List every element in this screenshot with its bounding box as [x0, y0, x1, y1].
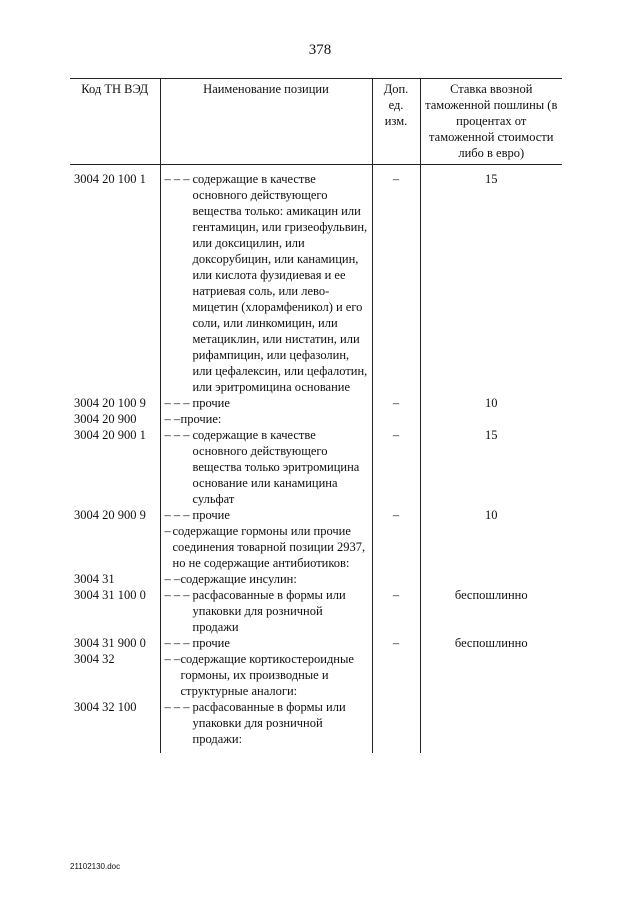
- row-code: [70, 523, 160, 571]
- row-code: 3004 32 100: [74, 700, 137, 714]
- row-rate: 10: [420, 395, 562, 411]
- indent-dashes: – – –: [164, 636, 190, 650]
- table-row: [70, 587, 562, 635]
- row-name: [160, 635, 372, 651]
- table-row: [70, 571, 562, 587]
- header-code: Код ТН ВЭД: [70, 79, 160, 165]
- row-rate: 15: [420, 427, 562, 507]
- header-name: Наименование позиции: [160, 79, 372, 165]
- row-unit: –: [372, 165, 420, 396]
- indent-dashes: – – –: [164, 428, 190, 442]
- row-name-text: прочие: [192, 636, 230, 650]
- row-code: 3004 31 100 0: [74, 588, 146, 602]
- indent-dashes: – –: [164, 412, 181, 426]
- row-code: 3004 31 900 0: [74, 636, 146, 650]
- row-name-text: прочие: [192, 508, 230, 522]
- table-row: [70, 165, 562, 396]
- table-row: [70, 635, 562, 651]
- row-rate: беспошлинно: [420, 587, 562, 635]
- row-unit: [372, 651, 420, 699]
- footer-filename: 21102130.doc: [70, 862, 121, 871]
- row-rate: [420, 651, 562, 699]
- row-name: [160, 395, 372, 411]
- indent-dashes: – – –: [164, 700, 190, 714]
- row-unit: [372, 571, 420, 587]
- page-number: 378: [308, 42, 332, 58]
- row-rate: [420, 411, 562, 427]
- table-row: [70, 427, 562, 507]
- header-unit: Доп. ед. изм.: [372, 79, 420, 165]
- row-code: 3004 20 900 9: [74, 508, 146, 522]
- table-row: [70, 411, 562, 427]
- row-name-text: расфасованные в формы или упаковки для розничной продажи:: [192, 700, 346, 746]
- row-code: 3004 20 100 1: [74, 172, 146, 186]
- row-name-text: прочие:: [180, 412, 222, 426]
- row-name-text: содержащие гормоны или прочие соединения товарной позиции 2937, но не содержащие антибиотиков:: [172, 524, 366, 570]
- header-rate: Ставка ввозной таможенной пошлины (в процентах от таможенной стоимости либо в евро): [420, 79, 562, 165]
- row-unit: –: [372, 427, 420, 507]
- table-body: [70, 165, 562, 754]
- table-row: [70, 507, 562, 523]
- row-name-text: содержащие в качестве основного действующего вещества только эритромицина основание или канамицина сульфат: [192, 428, 360, 506]
- row-name: [160, 571, 372, 587]
- row-rate: 10: [420, 507, 562, 523]
- table-row: [70, 395, 562, 411]
- row-name: [160, 587, 372, 635]
- row-rate: [420, 571, 562, 587]
- row-name-text: содержащие инсулин:: [180, 572, 297, 586]
- row-name-text: расфасованные в формы или упаковки для розничной продажи: [192, 588, 346, 634]
- row-code: 3004 20 100 9: [74, 396, 146, 410]
- row-name: [160, 165, 372, 396]
- indent-dashes: – – –: [164, 588, 190, 602]
- row-rate: 15: [420, 165, 562, 396]
- indent-dashes: –: [164, 524, 171, 538]
- row-name: [160, 651, 372, 699]
- row-name: [160, 699, 372, 753]
- row-name: [160, 427, 372, 507]
- row-code: 3004 31: [74, 572, 115, 586]
- row-unit: –: [372, 587, 420, 635]
- row-rate: [420, 699, 562, 753]
- row-code: 3004 32: [74, 652, 115, 666]
- row-name: [160, 411, 372, 427]
- row-unit: [372, 523, 420, 571]
- row-code: 3004 20 900: [74, 412, 137, 426]
- row-unit: –: [372, 635, 420, 651]
- indent-dashes: – – –: [164, 396, 190, 410]
- indent-dashes: – –: [164, 572, 181, 586]
- table-header-row: [70, 79, 562, 165]
- row-name-text: содержащие в качестве основного действующего вещества только: амикацин или гентамицин, или гризеофульвин, или доксицилин, или доксорубицин, или канамицин, или кислота фузидиевая и ее натриевая соль, или левомицетин (хлорамфеникол) и его соли, или линкомицин, или метациклин, или нистатин, или рифампицин, или цефазолин, или цефалексин, или цефалотин, или эритромицина основание: [192, 172, 368, 394]
- row-unit: –: [372, 395, 420, 411]
- table-row: [70, 699, 562, 753]
- row-name: [160, 523, 372, 571]
- table-row: [70, 651, 562, 699]
- tariff-table: [70, 78, 562, 753]
- indent-dashes: – – –: [164, 172, 190, 186]
- table-row: [70, 523, 562, 571]
- indent-dashes: – –: [164, 652, 181, 666]
- row-code: 3004 20 900 1: [74, 428, 146, 442]
- row-name: [160, 507, 372, 523]
- row-unit: –: [372, 507, 420, 523]
- row-unit: [372, 411, 420, 427]
- row-rate: [420, 523, 562, 571]
- indent-dashes: – – –: [164, 508, 190, 522]
- row-name-text: прочие: [192, 396, 230, 410]
- row-rate: беспошлинно: [420, 635, 562, 651]
- row-unit: [372, 699, 420, 753]
- row-name-text: содержащие кортикостероидные гормоны, их производные и структурные аналоги:: [180, 652, 354, 698]
